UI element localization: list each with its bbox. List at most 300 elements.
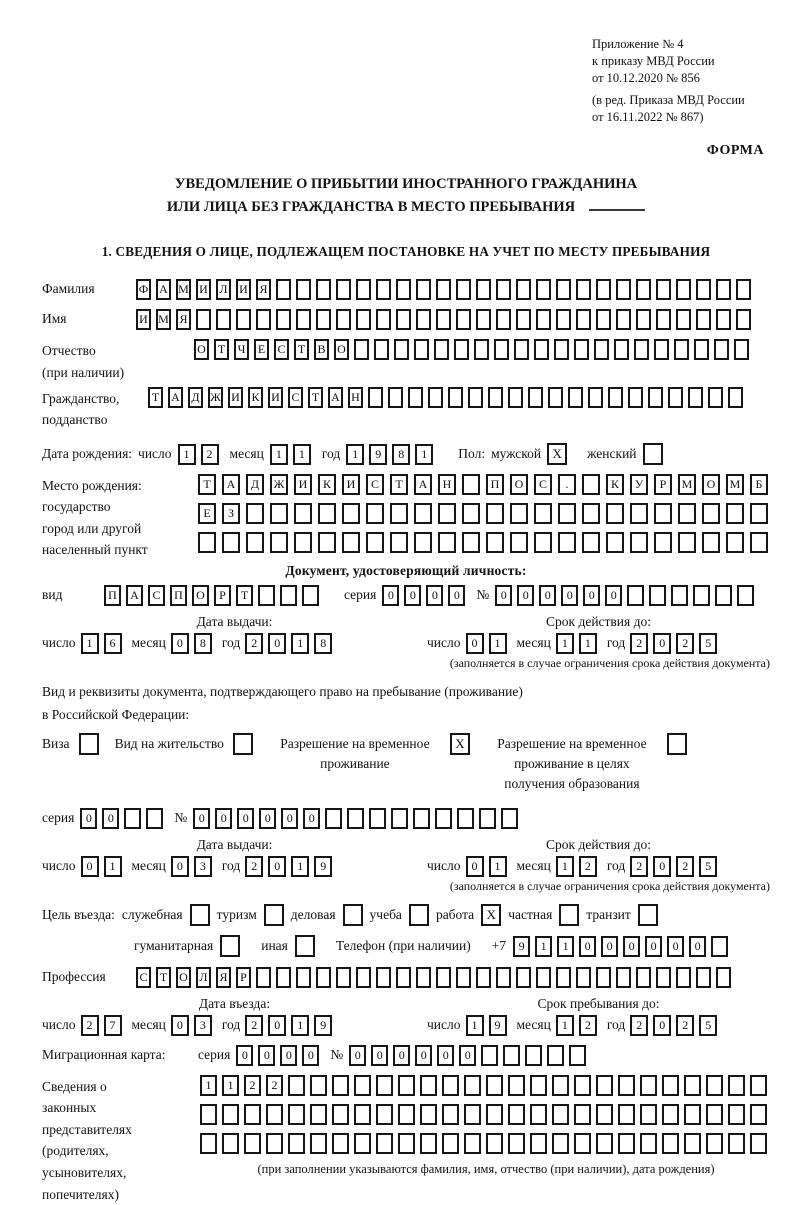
char-cell[interactable] [648, 387, 663, 408]
char-cell[interactable]: Д [188, 387, 203, 408]
char-cell[interactable] [693, 585, 710, 606]
char-cell[interactable]: 5 [699, 856, 717, 877]
char-cell[interactable] [256, 309, 271, 330]
char-cell[interactable]: 0 [302, 1045, 319, 1066]
char-cell[interactable] [435, 808, 452, 829]
char-cell[interactable]: 0 [667, 936, 684, 957]
char-cell[interactable] [606, 532, 624, 553]
char-cell[interactable]: 0 [171, 1015, 189, 1036]
char-cell[interactable] [414, 532, 432, 553]
char-cell[interactable] [438, 503, 456, 524]
char-cell[interactable] [640, 1104, 657, 1125]
char-cell[interactable] [656, 309, 671, 330]
char-cell[interactable]: . [558, 474, 576, 495]
char-cell[interactable] [662, 1104, 679, 1125]
char-cell[interactable] [496, 967, 511, 988]
char-cell[interactable] [332, 1075, 349, 1096]
char-cell[interactable]: М [156, 309, 171, 330]
char-cell[interactable] [310, 1075, 327, 1096]
char-cell[interactable]: Я [176, 309, 191, 330]
char-cell[interactable]: 0 [415, 1045, 432, 1066]
char-cell[interactable]: 2 [630, 1015, 648, 1036]
char-cell[interactable]: Р [654, 474, 672, 495]
char-cell[interactable]: 1 [557, 936, 574, 957]
char-cell[interactable]: 0 [653, 1015, 671, 1036]
char-cell[interactable]: 5 [699, 633, 717, 654]
char-cell[interactable] [678, 532, 696, 553]
char-cell[interactable] [496, 279, 511, 300]
char-cell[interactable] [356, 309, 371, 330]
char-cell[interactable]: 0 [653, 856, 671, 877]
char-cell[interactable]: И [228, 387, 243, 408]
char-cell[interactable] [442, 1075, 459, 1096]
char-cell[interactable] [671, 585, 688, 606]
char-cell[interactable]: 2 [266, 1075, 283, 1096]
char-cell[interactable]: 9 [489, 1015, 507, 1036]
char-cell[interactable] [356, 967, 371, 988]
char-cell[interactable]: 8 [194, 633, 212, 654]
char-cell[interactable] [596, 1104, 613, 1125]
char-cell[interactable] [288, 1104, 305, 1125]
char-cell[interactable] [656, 967, 671, 988]
char-cell[interactable] [420, 1104, 437, 1125]
char-cell[interactable]: 2 [579, 856, 597, 877]
char-cell[interactable] [696, 309, 711, 330]
char-cell[interactable]: Е [198, 503, 216, 524]
char-cell[interactable] [608, 387, 623, 408]
char-cell[interactable] [618, 1075, 635, 1096]
char-cell[interactable]: О [334, 339, 349, 360]
char-cell[interactable]: Т [294, 339, 309, 360]
char-cell[interactable] [596, 1075, 613, 1096]
char-cell[interactable] [438, 532, 456, 553]
purpose-work-checkbox[interactable]: X [481, 904, 501, 926]
char-cell[interactable]: Б [750, 474, 768, 495]
char-cell[interactable]: 7 [104, 1015, 122, 1036]
char-cell[interactable]: 0 [561, 585, 578, 606]
char-cell[interactable] [510, 503, 528, 524]
char-cell[interactable] [508, 387, 523, 408]
char-cell[interactable]: 0 [539, 585, 556, 606]
char-cell[interactable]: И [136, 309, 151, 330]
char-cell[interactable]: 0 [236, 1045, 253, 1066]
temp-residence-checkbox[interactable]: X [450, 733, 470, 755]
char-cell[interactable]: Р [214, 585, 231, 606]
char-cell[interactable]: 0 [268, 633, 286, 654]
char-cell[interactable]: 0 [382, 585, 399, 606]
char-cell[interactable] [246, 503, 264, 524]
char-cell[interactable] [366, 532, 384, 553]
char-cell[interactable]: 0 [623, 936, 640, 957]
char-cell[interactable] [552, 1133, 569, 1154]
char-cell[interactable]: П [104, 585, 121, 606]
char-cell[interactable] [486, 1104, 503, 1125]
char-cell[interactable] [711, 936, 728, 957]
char-cell[interactable]: О [702, 474, 720, 495]
char-cell[interactable] [750, 1104, 767, 1125]
char-cell[interactable] [354, 1133, 371, 1154]
char-cell[interactable]: 0 [193, 808, 210, 829]
char-cell[interactable]: 0 [605, 585, 622, 606]
char-cell[interactable]: 0 [517, 585, 534, 606]
char-cell[interactable]: 1 [291, 856, 309, 877]
char-cell[interactable] [616, 279, 631, 300]
char-cell[interactable]: 2 [244, 1075, 261, 1096]
char-cell[interactable]: И [294, 474, 312, 495]
char-cell[interactable]: М [176, 279, 191, 300]
char-cell[interactable] [684, 1133, 701, 1154]
char-cell[interactable]: 1 [489, 633, 507, 654]
char-cell[interactable] [332, 1104, 349, 1125]
char-cell[interactable]: 0 [81, 856, 99, 877]
char-cell[interactable] [369, 808, 386, 829]
char-cell[interactable] [662, 1133, 679, 1154]
char-cell[interactable]: С [274, 339, 289, 360]
char-cell[interactable] [476, 967, 491, 988]
char-cell[interactable] [200, 1104, 217, 1125]
char-cell[interactable] [576, 309, 591, 330]
char-cell[interactable]: 0 [645, 936, 662, 957]
char-cell[interactable] [376, 1075, 393, 1096]
char-cell[interactable] [530, 1104, 547, 1125]
char-cell[interactable] [266, 1133, 283, 1154]
char-cell[interactable] [596, 1133, 613, 1154]
char-cell[interactable]: 2 [579, 1015, 597, 1036]
char-cell[interactable] [574, 1075, 591, 1096]
char-cell[interactable]: И [268, 387, 283, 408]
char-cell[interactable]: С [136, 967, 151, 988]
char-cell[interactable]: 1 [579, 633, 597, 654]
char-cell[interactable] [296, 279, 311, 300]
char-cell[interactable] [462, 503, 480, 524]
char-cell[interactable]: 0 [80, 808, 97, 829]
char-cell[interactable]: 5 [699, 1015, 717, 1036]
char-cell[interactable]: И [196, 279, 211, 300]
char-cell[interactable]: 6 [104, 633, 122, 654]
char-cell[interactable] [596, 967, 611, 988]
char-cell[interactable] [574, 1133, 591, 1154]
char-cell[interactable] [456, 967, 471, 988]
char-cell[interactable]: А [156, 279, 171, 300]
char-cell[interactable]: 0 [303, 808, 320, 829]
char-cell[interactable]: Д [246, 474, 264, 495]
char-cell[interactable] [534, 503, 552, 524]
char-cell[interactable] [398, 1075, 415, 1096]
char-cell[interactable] [494, 339, 509, 360]
char-cell[interactable] [376, 967, 391, 988]
char-cell[interactable] [342, 532, 360, 553]
char-cell[interactable]: 3 [194, 856, 212, 877]
char-cell[interactable] [618, 1104, 635, 1125]
char-cell[interactable]: 2 [245, 856, 263, 877]
char-cell[interactable] [462, 474, 480, 495]
char-cell[interactable] [536, 309, 551, 330]
char-cell[interactable] [486, 1133, 503, 1154]
char-cell[interactable]: 0 [426, 585, 443, 606]
char-cell[interactable]: 0 [583, 585, 600, 606]
char-cell[interactable] [456, 309, 471, 330]
char-cell[interactable] [256, 967, 271, 988]
char-cell[interactable]: 9 [513, 936, 530, 957]
char-cell[interactable]: 0 [689, 936, 706, 957]
char-cell[interactable] [481, 1045, 498, 1066]
char-cell[interactable] [414, 339, 429, 360]
purpose-private-checkbox[interactable] [559, 904, 579, 926]
char-cell[interactable]: 1 [415, 444, 433, 465]
char-cell[interactable] [503, 1045, 520, 1066]
char-cell[interactable] [558, 503, 576, 524]
char-cell[interactable] [750, 503, 768, 524]
char-cell[interactable] [391, 808, 408, 829]
char-cell[interactable] [716, 279, 731, 300]
char-cell[interactable] [416, 309, 431, 330]
char-cell[interactable] [302, 585, 319, 606]
char-cell[interactable]: Ф [136, 279, 151, 300]
char-cell[interactable] [596, 309, 611, 330]
char-cell[interactable] [310, 1133, 327, 1154]
char-cell[interactable] [462, 532, 480, 553]
char-cell[interactable] [556, 279, 571, 300]
char-cell[interactable]: О [510, 474, 528, 495]
char-cell[interactable] [554, 339, 569, 360]
char-cell[interactable]: Т [390, 474, 408, 495]
char-cell[interactable]: 1 [291, 633, 309, 654]
char-cell[interactable]: 2 [81, 1015, 99, 1036]
char-cell[interactable] [336, 967, 351, 988]
char-cell[interactable] [702, 532, 720, 553]
char-cell[interactable] [420, 1133, 437, 1154]
char-cell[interactable] [198, 532, 216, 553]
char-cell[interactable]: 0 [466, 856, 484, 877]
char-cell[interactable] [442, 1104, 459, 1125]
char-cell[interactable] [728, 1075, 745, 1096]
char-cell[interactable] [715, 585, 732, 606]
char-cell[interactable] [270, 532, 288, 553]
char-cell[interactable] [476, 309, 491, 330]
char-cell[interactable] [448, 387, 463, 408]
char-cell[interactable]: С [148, 585, 165, 606]
char-cell[interactable] [496, 309, 511, 330]
char-cell[interactable] [408, 387, 423, 408]
char-cell[interactable]: 0 [259, 808, 276, 829]
char-cell[interactable] [416, 967, 431, 988]
char-cell[interactable]: 2 [630, 856, 648, 877]
char-cell[interactable] [428, 387, 443, 408]
char-cell[interactable] [654, 503, 672, 524]
char-cell[interactable]: 9 [314, 856, 332, 877]
char-cell[interactable] [316, 967, 331, 988]
char-cell[interactable] [588, 387, 603, 408]
char-cell[interactable] [576, 279, 591, 300]
char-cell[interactable]: 2 [630, 633, 648, 654]
char-cell[interactable] [728, 1133, 745, 1154]
char-cell[interactable]: Ч [234, 339, 249, 360]
char-cell[interactable]: Я [256, 279, 271, 300]
char-cell[interactable] [547, 1045, 564, 1066]
char-cell[interactable] [336, 309, 351, 330]
char-cell[interactable] [354, 1075, 371, 1096]
char-cell[interactable]: 0 [171, 633, 189, 654]
char-cell[interactable] [270, 503, 288, 524]
char-cell[interactable]: Т [148, 387, 163, 408]
char-cell[interactable]: И [236, 279, 251, 300]
char-cell[interactable] [354, 339, 369, 360]
char-cell[interactable] [536, 279, 551, 300]
char-cell[interactable]: В [314, 339, 329, 360]
char-cell[interactable] [594, 339, 609, 360]
visa-checkbox[interactable] [79, 733, 99, 755]
char-cell[interactable] [474, 339, 489, 360]
char-cell[interactable]: Н [348, 387, 363, 408]
char-cell[interactable] [737, 585, 754, 606]
char-cell[interactable] [630, 532, 648, 553]
char-cell[interactable] [708, 387, 723, 408]
char-cell[interactable] [332, 1133, 349, 1154]
char-cell[interactable] [534, 532, 552, 553]
char-cell[interactable] [276, 309, 291, 330]
char-cell[interactable]: З [222, 503, 240, 524]
char-cell[interactable] [696, 967, 711, 988]
char-cell[interactable]: А [168, 387, 183, 408]
char-cell[interactable]: 1 [222, 1075, 239, 1096]
char-cell[interactable] [124, 808, 141, 829]
char-cell[interactable] [716, 967, 731, 988]
char-cell[interactable] [486, 532, 504, 553]
char-cell[interactable] [714, 339, 729, 360]
char-cell[interactable] [696, 279, 711, 300]
char-cell[interactable]: У [630, 474, 648, 495]
char-cell[interactable] [736, 279, 751, 300]
char-cell[interactable] [479, 808, 496, 829]
char-cell[interactable] [676, 309, 691, 330]
char-cell[interactable] [706, 1133, 723, 1154]
char-cell[interactable] [394, 339, 409, 360]
char-cell[interactable] [398, 1133, 415, 1154]
char-cell[interactable] [347, 808, 364, 829]
char-cell[interactable]: 1 [178, 444, 196, 465]
char-cell[interactable] [552, 1075, 569, 1096]
char-cell[interactable]: 1 [293, 444, 311, 465]
char-cell[interactable] [656, 279, 671, 300]
char-cell[interactable] [676, 279, 691, 300]
char-cell[interactable] [413, 808, 430, 829]
char-cell[interactable] [525, 1045, 542, 1066]
char-cell[interactable]: 0 [495, 585, 512, 606]
char-cell[interactable]: 0 [281, 808, 298, 829]
char-cell[interactable] [288, 1075, 305, 1096]
char-cell[interactable] [434, 339, 449, 360]
char-cell[interactable]: 0 [371, 1045, 388, 1066]
char-cell[interactable] [654, 532, 672, 553]
purpose-other-checkbox[interactable] [295, 935, 315, 957]
char-cell[interactable] [244, 1133, 261, 1154]
char-cell[interactable] [618, 1133, 635, 1154]
char-cell[interactable] [368, 387, 383, 408]
char-cell[interactable] [508, 1075, 525, 1096]
purpose-official-checkbox[interactable] [190, 904, 210, 926]
char-cell[interactable]: 1 [466, 1015, 484, 1036]
purpose-humanitarian-checkbox[interactable] [220, 935, 240, 957]
char-cell[interactable] [668, 387, 683, 408]
char-cell[interactable] [325, 808, 342, 829]
char-cell[interactable] [376, 1104, 393, 1125]
char-cell[interactable] [236, 309, 251, 330]
char-cell[interactable] [222, 532, 240, 553]
char-cell[interactable] [436, 967, 451, 988]
char-cell[interactable]: Я [216, 967, 231, 988]
char-cell[interactable] [628, 387, 643, 408]
char-cell[interactable] [728, 387, 743, 408]
char-cell[interactable] [376, 309, 391, 330]
char-cell[interactable] [596, 279, 611, 300]
char-cell[interactable]: К [318, 474, 336, 495]
char-cell[interactable]: С [288, 387, 303, 408]
char-cell[interactable]: Т [214, 339, 229, 360]
char-cell[interactable]: 1 [200, 1075, 217, 1096]
char-cell[interactable] [750, 532, 768, 553]
char-cell[interactable] [569, 1045, 586, 1066]
char-cell[interactable] [488, 387, 503, 408]
char-cell[interactable]: 0 [601, 936, 618, 957]
char-cell[interactable]: Т [308, 387, 323, 408]
char-cell[interactable] [662, 1075, 679, 1096]
char-cell[interactable]: Т [156, 967, 171, 988]
char-cell[interactable] [316, 279, 331, 300]
char-cell[interactable] [436, 279, 451, 300]
char-cell[interactable]: 8 [392, 444, 410, 465]
char-cell[interactable] [258, 585, 275, 606]
char-cell[interactable] [688, 387, 703, 408]
char-cell[interactable] [627, 585, 644, 606]
char-cell[interactable] [702, 503, 720, 524]
char-cell[interactable] [318, 503, 336, 524]
char-cell[interactable] [436, 309, 451, 330]
char-cell[interactable]: 0 [268, 1015, 286, 1036]
char-cell[interactable]: 0 [393, 1045, 410, 1066]
char-cell[interactable] [294, 503, 312, 524]
char-cell[interactable] [636, 309, 651, 330]
char-cell[interactable]: 2 [676, 856, 694, 877]
char-cell[interactable] [396, 279, 411, 300]
char-cell[interactable] [222, 1133, 239, 1154]
char-cell[interactable] [576, 967, 591, 988]
char-cell[interactable]: 9 [369, 444, 387, 465]
char-cell[interactable] [634, 339, 649, 360]
char-cell[interactable]: 1 [556, 633, 574, 654]
char-cell[interactable]: 0 [579, 936, 596, 957]
char-cell[interactable] [636, 967, 651, 988]
char-cell[interactable] [530, 1075, 547, 1096]
char-cell[interactable]: 0 [466, 633, 484, 654]
char-cell[interactable]: 2 [676, 633, 694, 654]
char-cell[interactable]: Н [438, 474, 456, 495]
char-cell[interactable] [530, 1133, 547, 1154]
char-cell[interactable]: А [414, 474, 432, 495]
char-cell[interactable] [316, 309, 331, 330]
char-cell[interactable] [736, 309, 751, 330]
char-cell[interactable]: Ж [208, 387, 223, 408]
char-cell[interactable]: 1 [81, 633, 99, 654]
char-cell[interactable] [342, 503, 360, 524]
char-cell[interactable]: П [170, 585, 187, 606]
char-cell[interactable] [296, 309, 311, 330]
char-cell[interactable] [548, 387, 563, 408]
char-cell[interactable] [246, 532, 264, 553]
char-cell[interactable]: О [192, 585, 209, 606]
char-cell[interactable] [574, 1104, 591, 1125]
char-cell[interactable] [640, 1075, 657, 1096]
char-cell[interactable] [556, 967, 571, 988]
